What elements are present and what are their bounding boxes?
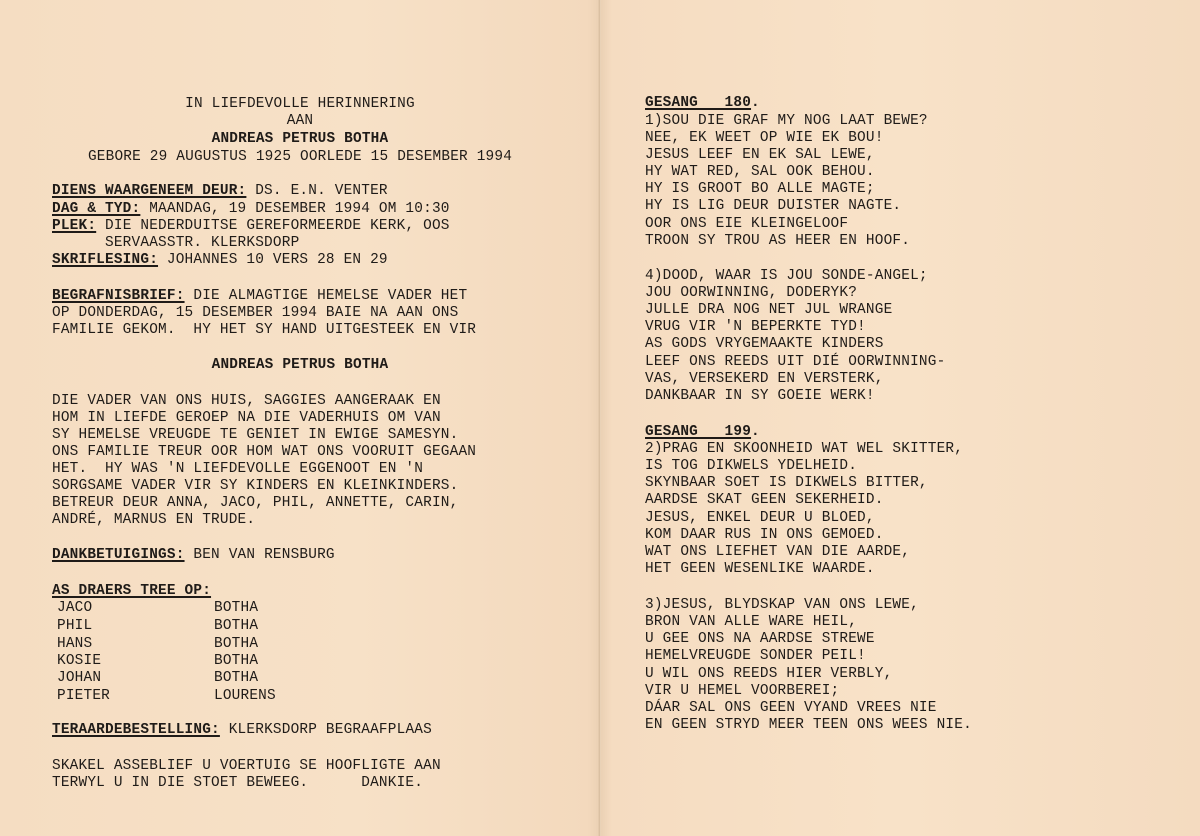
draer-last: LOURENS <box>214 688 276 704</box>
verse-line: VIR U HEMEL VOORBEREI; <box>645 683 840 699</box>
draer-last: BOTHA <box>214 636 259 652</box>
draer-first: HANS <box>57 636 93 652</box>
verse-line: SKYNBAAR SOET IS DIKWELS BITTER, <box>645 475 928 491</box>
verse-line: JESUS, ENKEL DEUR U BLOED, <box>645 510 875 526</box>
teraarde-label: TERAARDEBESTELLING: <box>52 722 220 738</box>
verse-line: JULLE DRA NOG NET JUL WRANGE <box>645 302 893 318</box>
body-line: ANDRÉ, MARNUS EN TRUDE. <box>52 512 256 528</box>
draer-first: JACO <box>57 600 93 616</box>
verse-line: VRUG VIR 'N BEPERKTE TYD! <box>645 319 866 335</box>
body-line: HOM IN LIEFDE GEROEP NA DIE VADERHUIS OM VAN <box>52 410 441 426</box>
verse-line: HY IS GROOT BO ALLE MAGTE; <box>645 181 875 197</box>
verse-line: JOU OORWINNING, DODERYK? <box>645 285 858 301</box>
diens-value: DS. E.N. VENTER <box>246 183 388 199</box>
verse-line: 2)PRAG EN SKOONHEID WAT WEL SKITTER, <box>645 441 964 457</box>
verse-line: DÁAR SAL ONS GEEN VYAND VREES NIE <box>645 700 937 716</box>
begrafnis-row1 <box>52 288 467 305</box>
verse-line: HET GEEN WESENLIKE WAARDE. <box>645 561 875 577</box>
verse-line: 1)SOU DIE GRAF MY NOG LAAT BEWE? <box>645 113 928 129</box>
plek-label: PLEK: <box>52 218 97 234</box>
diens-label: DIENS WAARGENEEM DEUR: <box>52 183 247 199</box>
begrafnis-line2: OP DONDERDAG, 15 DESEMBER 1994 BAIE NA AAN ONS <box>52 305 459 321</box>
body-line: HET. HY WAS 'N LIEFDEVOLLE EGGENOOT EN 'N <box>52 461 424 477</box>
gesang1-title-text: GESANG 180 <box>645 95 752 111</box>
diens-row <box>52 183 388 200</box>
begrafnis-label: BEGRAFNISBRIEF: <box>52 288 185 304</box>
plek-row2: SERVAASSTR. KLERKSDORP <box>52 235 300 251</box>
verse-line: EN GEEN STRYD MEER TEEN ONS WEES NIE. <box>645 717 972 733</box>
teraarde-row <box>52 722 432 739</box>
plek-value: DIE NEDERDUITSE GEREFORMEERDE KERK, OOS <box>96 218 450 234</box>
header-name: ANDREAS PETRUS BOTHA <box>211 131 389 147</box>
verse-line: HY WAT RED, SAL OOK BEHOU. <box>645 164 875 180</box>
verse-line: U WIL ONS REEDS HIER VERBLY, <box>645 666 893 682</box>
begrafnis-name: ANDREAS PETRUS BOTHA <box>211 357 389 373</box>
verse-line: AARDSE SKAT GEEN SEKERHEID. <box>645 492 884 508</box>
verse-line: HEMELVREUGDE SONDER PEIL! <box>645 648 866 664</box>
verse-line: OOR ONS EIE KLEINGELOOF <box>645 216 849 232</box>
center-fold <box>598 0 601 836</box>
closing-line1: SKAKEL ASSEBLIEF U VOERTUIG SE HOOFLIGTE AAN <box>52 758 441 774</box>
gesang2-title-text: GESANG 199 <box>645 424 752 440</box>
header-dates: GEBORE 29 AUGUSTUS 1925 OORLEDE 15 DESEMBER 1994 <box>87 149 513 165</box>
teraarde-value: KLERKSDORP BEGRAAFPLAAS <box>219 722 432 738</box>
dag-label: DAG & TYD: <box>52 201 141 217</box>
closing-line2: TERWYL U IN DIE STOET BEWEEG. DANKIE. <box>52 775 424 791</box>
begrafnis-line3: FAMILIE GEKOM. HY HET SY HAND UITGESTEEK EN VIR <box>52 322 477 338</box>
plek-row <box>52 218 450 235</box>
header-line2: AAN <box>286 113 314 129</box>
skrif-label: SKRIFLESING: <box>52 252 159 268</box>
verse-line: NEE, EK WEET OP WIE EK BOU! <box>645 130 884 146</box>
body-line: SY HEMELSE VREUGDE TE GENIET IN EWIGE SAMESYN. <box>52 427 459 443</box>
body-line: BETREUR DEUR ANNA, JACO, PHIL, ANNETTE, CARIN, <box>52 495 459 511</box>
dag-row <box>52 201 450 218</box>
begrafnis-line1: DIE ALMAGTIGE HEMELSE VADER HET <box>184 288 468 304</box>
draers-label: AS DRAERS TREE OP: <box>52 583 212 599</box>
dank-row <box>52 547 335 564</box>
draer-first: PIETER <box>57 688 111 704</box>
draer-first: PHIL <box>57 618 93 634</box>
verse-line: BRON VAN ALLE WARE HEIL, <box>645 614 858 630</box>
verse-line: JESUS LEEF EN EK SAL LEWE, <box>645 147 875 163</box>
verse-line: 4)DOOD, WAAR IS JOU SONDE-ANGEL; <box>645 268 928 284</box>
draer-first: JOHAN <box>57 670 102 686</box>
body-line: ONS FAMILIE TREUR OOR HOM WAT ONS VOORUIT GEGAAN <box>52 444 477 460</box>
body-line: SORGSAME VADER VIR SY KINDERS EN KLEINKINDERS. <box>52 478 459 494</box>
body-line: DIE VADER VAN ONS HUIS, SAGGIES AANGERAAK EN <box>52 393 441 409</box>
gesang1-title: GESANG 180. <box>645 95 760 111</box>
verse-line: U GEE ONS NA AARDSE STREWE <box>645 631 875 647</box>
draer-last: BOTHA <box>214 653 259 669</box>
verse-line: DANKBAAR IN SY GOEIE WERK! <box>645 388 875 404</box>
draer-first: KOSIE <box>57 653 102 669</box>
verse-line: IS TOG DIKWELS YDELHEID. <box>645 458 858 474</box>
dank-value: BEN VAN RENSBURG <box>184 547 335 563</box>
dank-label: DANKBETUIGINGS: <box>52 547 185 563</box>
draer-last: BOTHA <box>214 670 259 686</box>
dag-value: MAANDAG, 19 DESEMBER 1994 OM 10:30 <box>140 201 450 217</box>
skrif-row <box>52 252 388 269</box>
draer-last: BOTHA <box>214 600 259 616</box>
verse-line: KOM DAAR RUS IN ONS GEMOED. <box>645 527 884 543</box>
verse-line: TROON SY TROU AS HEER EN HOOF. <box>645 233 911 249</box>
verse-line: WAT ONS LIEFHET VAN DIE AARDE, <box>645 544 911 560</box>
verse-line: 3)JESUS, BLYDSKAP VAN ONS LEWE, <box>645 597 919 613</box>
verse-line: VAS, VERSEKERD EN VERSTERK, <box>645 371 884 387</box>
skrif-value: JOHANNES 10 VERS 28 EN 29 <box>158 252 388 268</box>
gesang2-title: GESANG 199. <box>645 424 760 440</box>
verse-line: AS GODS VRYGEMAAKTE KINDERS <box>645 336 884 352</box>
draer-last: BOTHA <box>214 618 259 634</box>
verse-line: LEEF ONS REEDS UIT DIÉ OORWINNING- <box>645 354 946 370</box>
verse-line: HY IS LIG DEUR DUISTER NAGTE. <box>645 198 902 214</box>
header-line1: IN LIEFDEVOLLE HERINNERING <box>185 96 415 112</box>
